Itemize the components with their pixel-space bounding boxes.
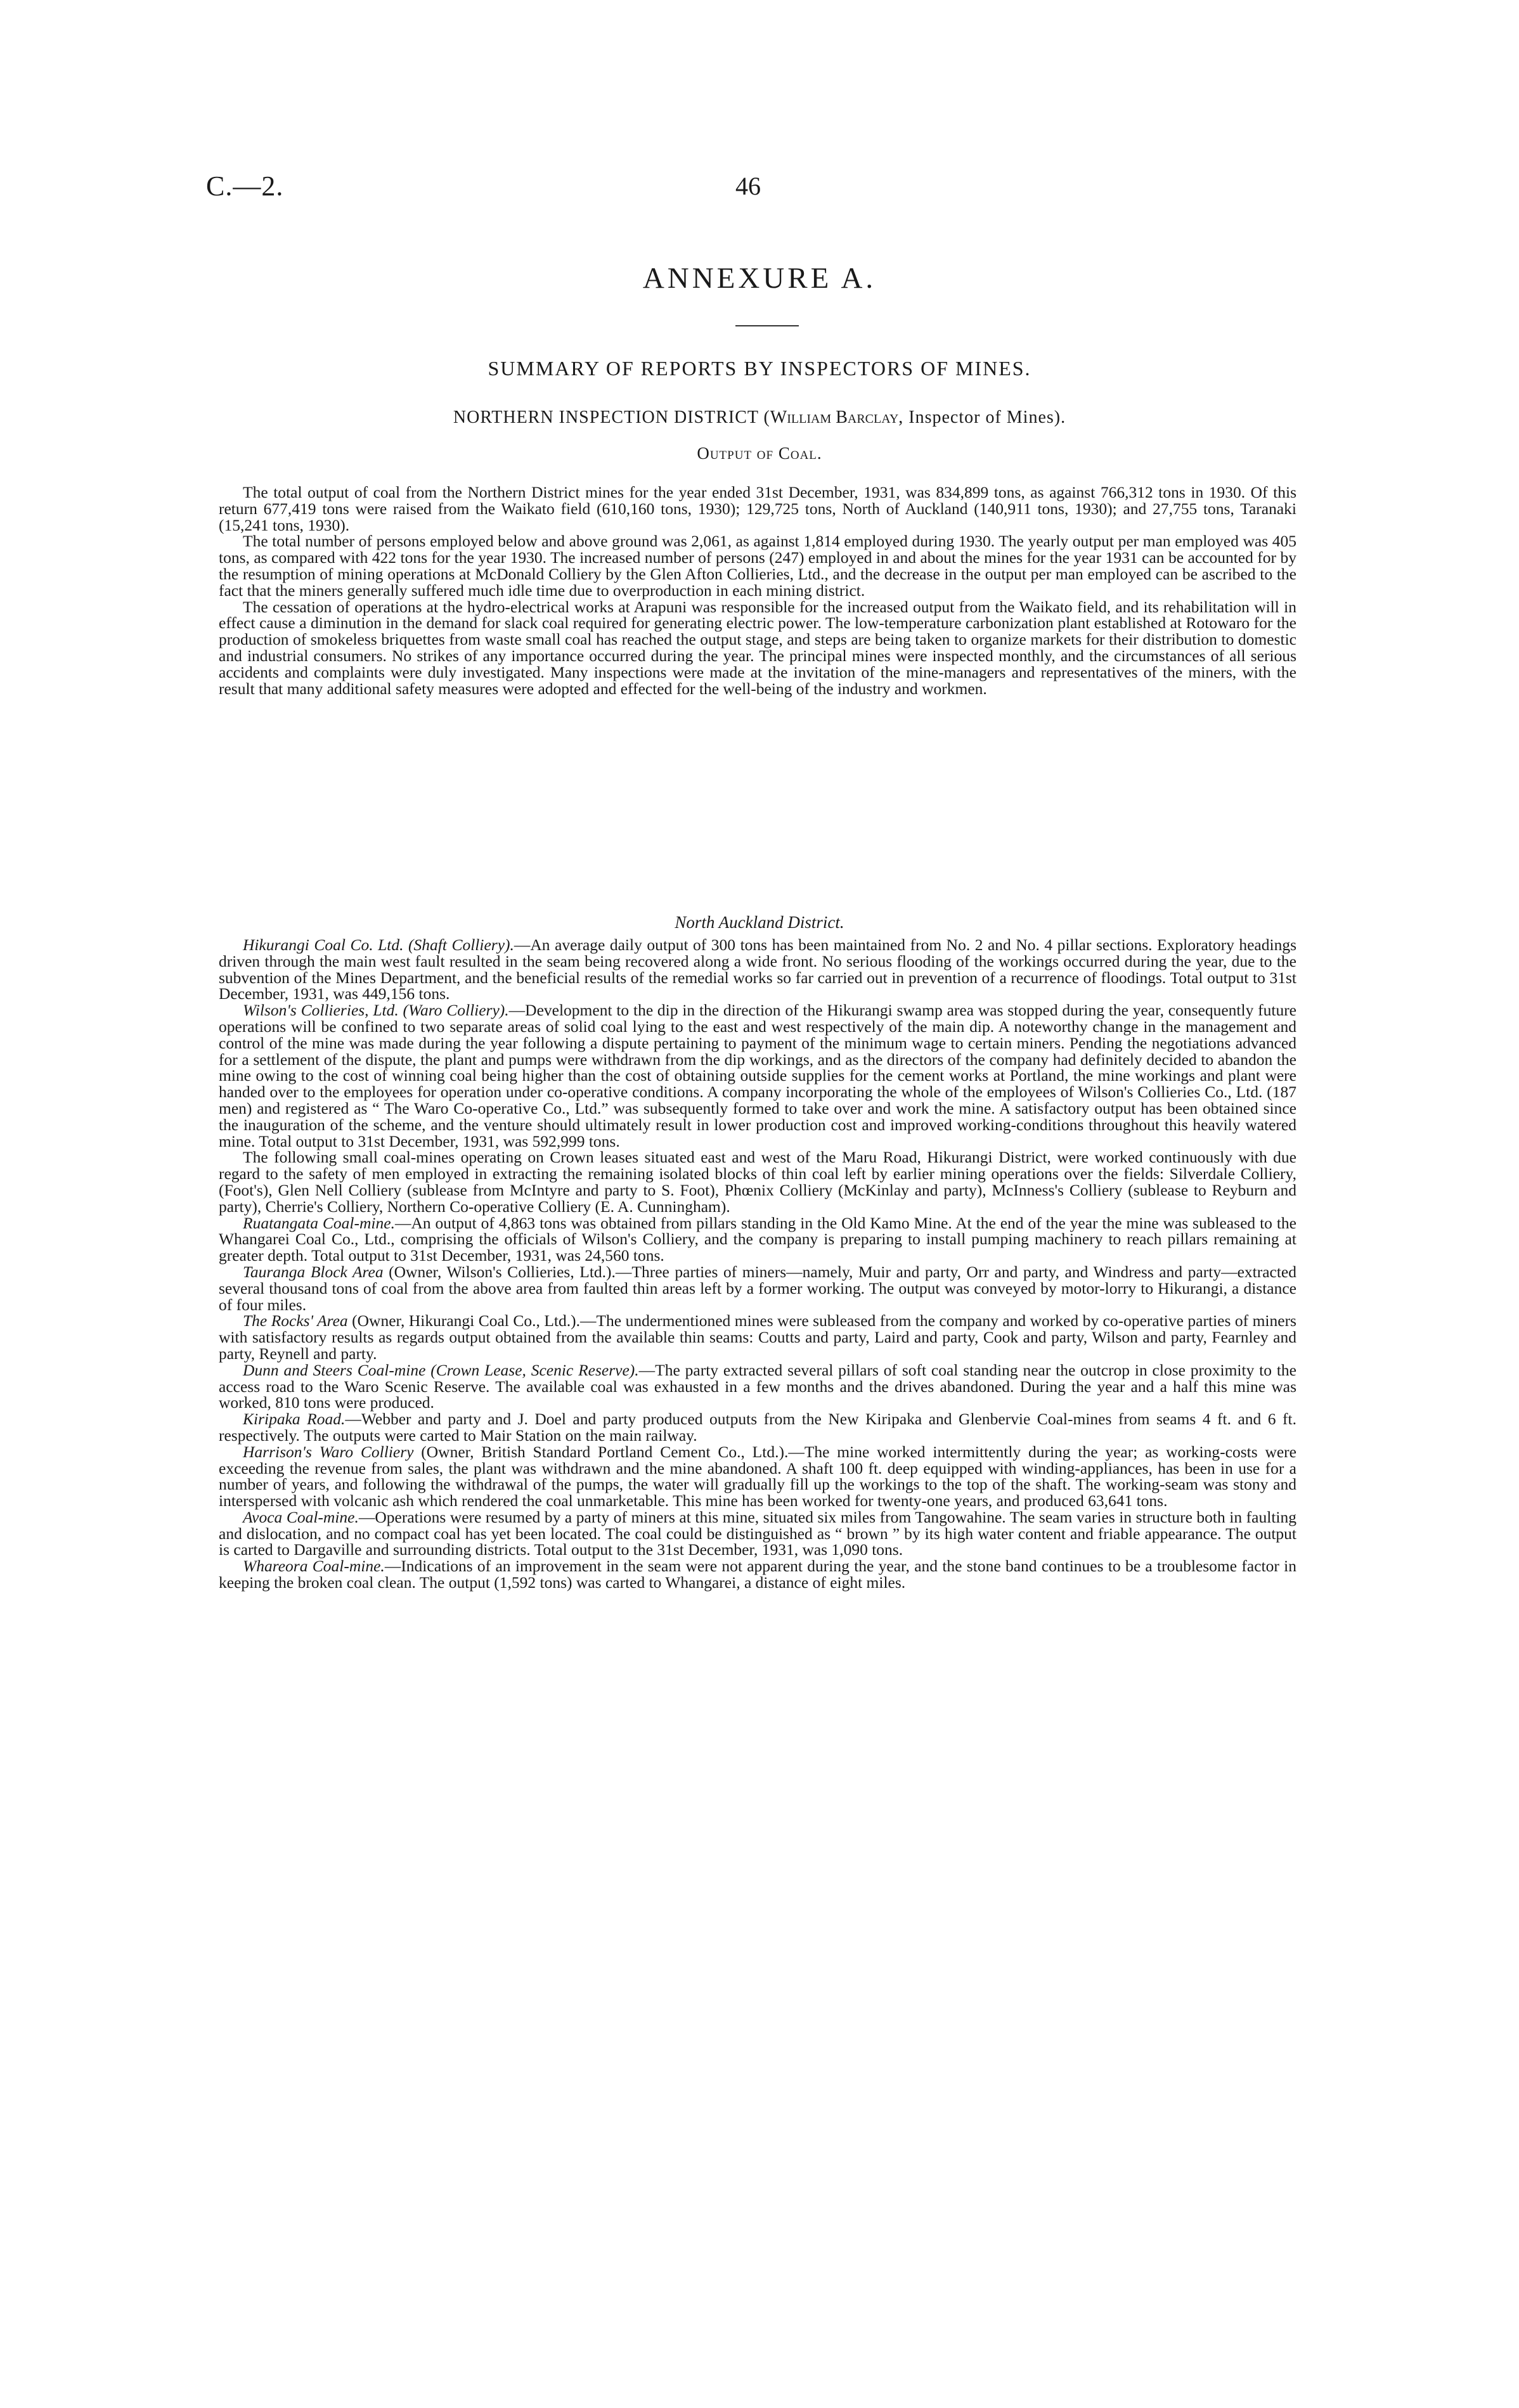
mine-name: Tauranga Block Area [243,1262,384,1281]
mine-name: Dunn and Steers Coal-mine (Crown Lease, Scenic Reserve). [243,1360,639,1379]
mine-name: Whareora Coal-mine. [243,1557,385,1576]
mine-text: —An output of 4,863 tons was obtained from pillars standing in the Old Kamo Mine. At the end of the year the mine was subleased to the Whangarei Coal Co., Ltd., comprising the officials of Wilson's Colliery, and the company is preparing to install pumping machinery to reach pillars remaining at greater depth. Total output to 31st December, 1931, was 24,560 tons. [219,1213,1297,1265]
mine-name: Harrison's Waro Colliery [243,1442,414,1461]
mine-text: (Owner, Wilson's Collieries, Ltd.).—Three parties of miners—namely, Muir and party, Orr and party, and Windress and party—extracted several thousand tons of coal from the above area from faulted thin areas left by a former working. The output was conveyed by motor-lorry to Hikurangi, a distance of four miles. [219,1262,1296,1314]
mine-paragraph [219,1313,1296,1362]
mine-text: —Development to the dip in the direction of the Hikurangi swamp area was stopped during the year, consequently future operations will be confined to two separate areas of solid coal lying to the east and west respectively of the main dip. A noteworthy change in the management and control of the mine was made during the year following a dispute pertaining to payment of the minimum wage to certain miners. Pending the negotiations advanced for a settlement of the dispute, the plant and pumps were withdrawn from the dip workings, and as the directors of the company had definitely decided to abandon the mine owing to the cost of winning coal being higher than the cost of obtaining outside supplies for the cement works at Portland, the mine workings and plant were handed over to the employees for operation under co-operative conditions. A company incorporating the whole of the employees of Wilson's Collieries Co., Ltd. (187 men) and registered as “ The Waro Co-operative Co., Ltd.” was subsequently formed to take over and work the mine. A satisfactory output has been obtained since the inauguration of the scheme, and the venture should ultimately result in lower production cost and improved working-conditions throughout this heavily watered mine. Total output to 31st December, 1931, was 592,999 tons. [219,1001,1297,1150]
mine-name: The Rocks' Area [243,1311,348,1330]
mine-paragraph [219,1444,1296,1509]
mine-paragraph [219,1215,1296,1264]
mine-text: —Operations were resumed by a party of miners at this mine, situated six miles from Tangowahine. The seam varies in structure both in faulting and dislocation, and no compact coal has yet been located. The coal could be distinguished as “ brown ” by its high water content and friable appearance. The output is carted to Dargaville and surrounding districts. Total output to the 31st December, 1931, was 1,090 tons. [219,1507,1297,1559]
mine-name: Hikurangi Coal Co. Ltd. (Shaft Colliery). [243,936,514,954]
mine-text: —Indications of an improvement in the seam were not apparent during the year, and the stone band continues to be a troublesome factor in keeping the broken coal clean. The output (1,592 tons) was carted to Whangarei, a distance of eight miles. [219,1557,1296,1592]
mine-paragraph [219,1149,1296,1214]
intro-paragraph: The total output of coal from the Northern District mines for the year ended 31st December, 1931, was 834,899 tons, as against 766,312 tons in 1930. Of this return 677,419 tons were raised from the Waikato field (610,160 tons, 1930); 129,725 tons, North of Auckland (140,911 tons, 1930); and 27,755 tons, Taranaki (15,241 tons, 1930). [219,483,1296,534]
mine-name: Avoca Coal-mine. [243,1507,359,1526]
inspector-name: William Barclay [770,408,899,427]
section-heading: North Auckland District. [675,913,844,932]
intro-paragraph: The total number of persons employed below and above ground was 2,061, as against 1,814 employed during 1930. The yearly output per man employed was 405 tons, as compared with 422 tons for the year 1930. The increased number of persons (247) employed in and about the mines for the year 1931 can be accounted for by the resumption of mining operations at McDonald Colliery by the Glen Afton Collieries, Ltd., and the decrease in the output per man employed can be ascribed to the fact that the miners generally suffered much idle time due to overproduction in each mining district. [219,532,1296,600]
mine-text: (Owner, British Standard Portland Cement Co., Ltd.).—The mine worked intermittently during the year; as working-costs were exceeding the revenue from sales, the plant was withdrawn and the mine abandoned. A shaft 100 ft. deep equipped with winding-appliances, has been in use for a number of years, and following the withdrawal of the pumps, the water will gradually fill up the workings to the top of the shaft. The working-seam was stony and interspersed with volcanic ash which rendered the coal unmarketable. This mine has been worked for twenty-one years, and produced 63,641 tons. [219,1442,1296,1510]
mine-paragraph [219,1362,1296,1411]
mine-name: Kiripaka Road. [243,1410,346,1429]
document-reference: C.—2. [206,171,284,202]
title-divider [735,325,799,326]
district-heading-prefix: NORTHERN INSPECTION DISTRICT ( [453,408,770,427]
mine-paragraph [219,1509,1296,1558]
mine-paragraph [219,1411,1296,1444]
mine-paragraph [219,1558,1296,1591]
mine-text: (Owner, Hikurangi Coal Co., Ltd.).—The undermentioned mines were subleased from the company and worked by co-operative parties of miners with satisfactory results as regards output obtained from the available thin seams: Coutts and party, Laird and party, Cook and party, Wilson and party, Fearnley and party, Reynell and party. [219,1311,1296,1363]
annexure-title: ANNEXURE A. [642,262,877,295]
mine-paragraph [219,1264,1296,1313]
mine-text: —The party extracted several pillars of soft coal standing near the outcrop in close proximity to the access road to the Waro Scenic Reserve. The available coal was exhausted in a few months and the drives abandoned. During the year and a half this mine was worked, 810 tons were produced. [219,1360,1296,1412]
mine-reports [219,937,1296,1591]
mine-paragraph [219,937,1296,1002]
mine-text: The following small coal-mines operating on Crown leases situated east and west of the Maru Road, Hikurangi District, were worked continuously with due regard to the safety of men employed in extracting the remaining isolated blocks of thin coal left by earlier mining operations over the fields: Silverdale Colliery, (Foot's), Glen Nell Colliery (sublease from McIntyre and party to S. Foot), Phœnix Colliery (McKinlay and party), McInness's Colliery (sublease to Reyburn and party), Cherrie's Colliery, Northern Co-operative Colliery (E. A. Cunningham). [219,1148,1296,1216]
mine-paragraph [219,1002,1296,1149]
district-heading [0,408,1519,428]
mine-text: —Webber and party and J. Doel and party produced outputs from the New Kiripaka and Glenbervie Coal-mines from seams 4 ft. and 6 ft. respectively. The outputs were carted to Mair Station on the main railway. [219,1410,1296,1445]
intro-section [219,484,1296,697]
mine-name: Wilson's Collieries, Ltd. (Waro Colliery). [243,1001,509,1020]
output-heading: Output of Coal. [697,444,822,463]
mine-name: Ruatangata Coal-mine. [243,1213,395,1232]
district-heading-suffix: , Inspector of Mines). [898,408,1066,427]
report-title: SUMMARY OF REPORTS BY INSPECTORS OF MINES. [488,357,1031,380]
mine-text: —An average daily output of 300 tons has been maintained from No. 2 and No. 4 pillar sections. Exploratory headings driven through the main west fault resulted in the seam being recovered along a wide front. No serious flooding of the workings occurred during the year, due to the subvention of the Mines Department, and the beneficial results of the remedial works so far carried out in prevention of a recurrence of floodings. Total output to 31st December, 1931, was 449,156 tons. [219,936,1296,1003]
page-number: 46 [735,172,761,200]
intro-paragraph: The cessation of operations at the hydro-electrical works at Arapuni was responsible for the increased output from the Waikato field, and its rehabilitation will in effect cause a diminution in the demand for slack coal required for generating electric power. The low-temperature carbonization plant established at Rotowaro for the production of smokeless briquettes from waste small coal has reached the output stage, and steps are being taken to organize markets for their distribution to domestic and industrial consumers. No strikes of any importance occurred during the year. The principal mines were inspected monthly, and the circumstances of all serious accidents and complaints were duly investigated. Many inspections were made at the invitation of the mine-managers and representatives of the miners, with the result that many additional safety measures were adopted and effected for the well-being of the industry and workmen. [219,597,1296,698]
